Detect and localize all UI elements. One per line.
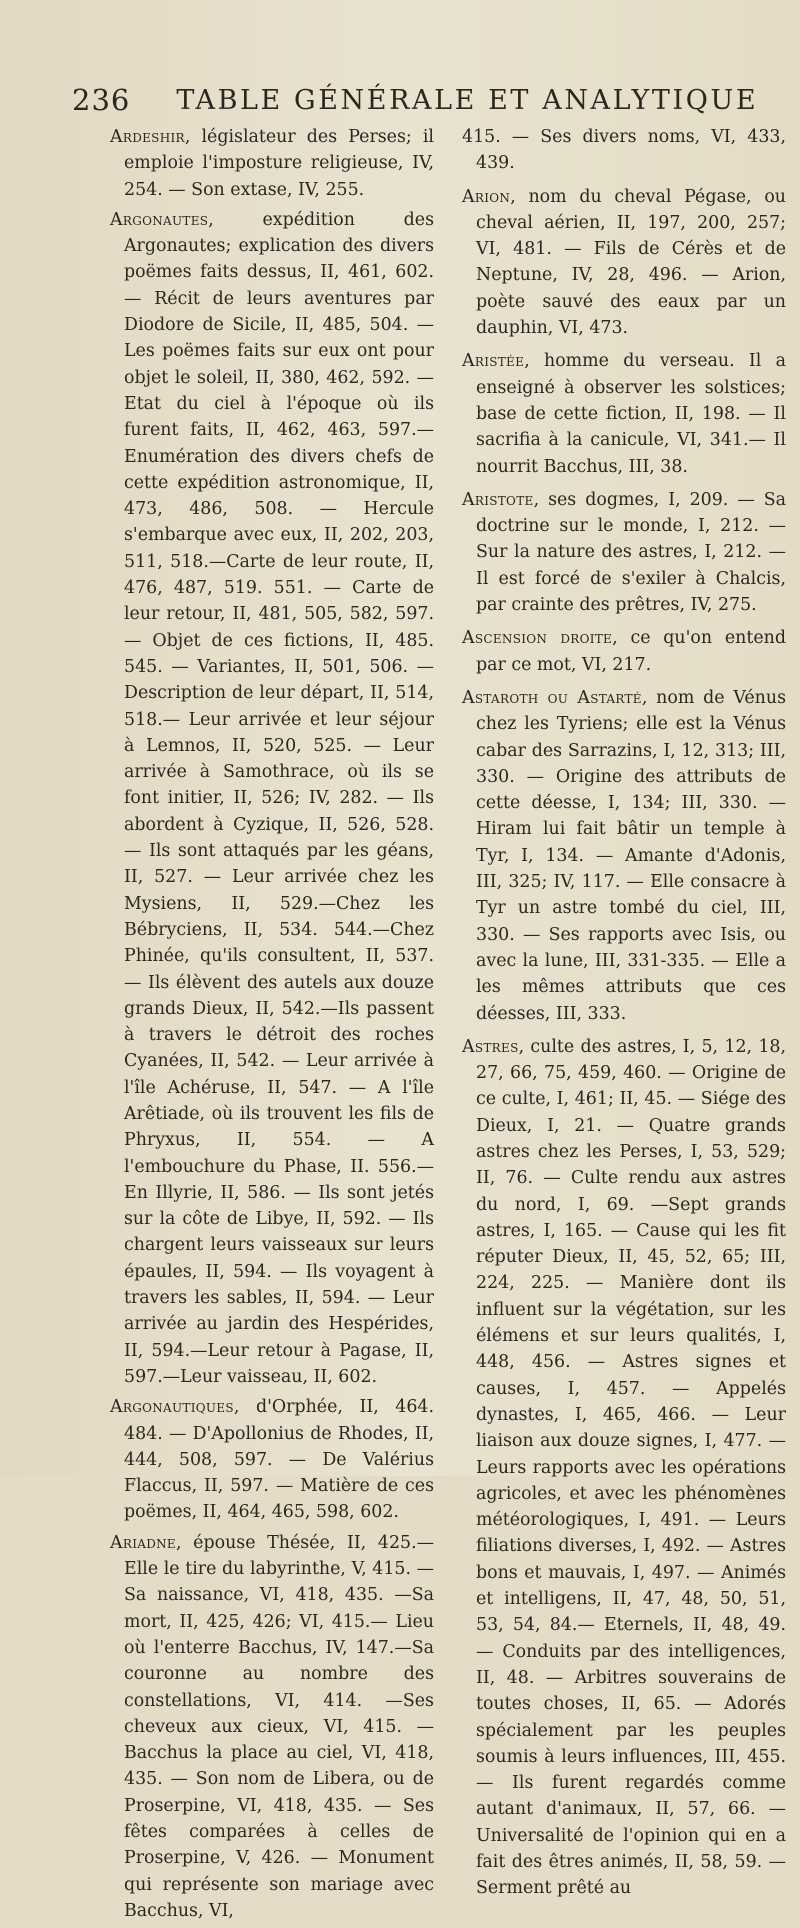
entry-text: , ses dogmes, I, 209. — Sa doctrine sur le monde, I, 212. — Sur la nature des astres, I, 212. — Il est forcé de s'exiler à Chalcis, par crainte des prêtres, IV, 275.	[476, 489, 786, 616]
index-entry	[462, 348, 786, 479]
right-column	[462, 124, 786, 1928]
entry-headword: Ascension droite	[462, 628, 613, 649]
entry-text: , expédition des Argonautes; explication des divers poëmes faits dessus, II, 461, 602. — Récit de leurs aventures par Diodore de Sicile, II, 485, 504. — Les poëmes faits sur eux ont pour objet le soleil, II, 380, 462, 592. — Etat du ciel à l'époque où ils furent faits, II, 462, 463, 597.—Enumération des divers chefs de cette expédition astronomique, II, 473, 486, 508. — Hercule s'embarque avec eux, II, 202, 203, 511, 518.—Carte de leur route, II, 476, 487, 519. 551. — Carte de leur retour, II, 481, 505, 582, 597. — Objet de ces fictions, II, 485. 545. — Variantes, II, 501, 506. — Description de leur départ, II, 514, 518.— Leur arrivée et leur séjour à Lemnos, II, 520, 525. — Leur arrivée à Samothrace, où ils se font initier, II, 526; IV, 282. — Ils abordent à Cyzique, II, 526, 528. — Ils sont attaqués par les géans, II, 527. — Leur arrivée chez les Mysiens, II, 529.—Chez les Bébryciens, II, 534. 544.—Chez Phinée, qu'ils consultent, II, 537. — Ils élèvent des autels aux douze grands Dieux, II, 542.—Ils passent à travers le détroit des roches Cyanées, II, 542. — Leur arrivée à l'île Achéruse, II, 547. — A l'île Arêtiade, où ils trouvent les fils de Phryxus, II, 554. — A l'embouchure du Phase, II. 556.—En Illyrie, II, 586. — Ils sont jetés sur la côte de Libye, II, 592. — Ils chargent leurs vaisseaux sur leurs épaules, II, 594. — Ils voyagent à travers les sables, II, 594. — Leur arrivée au jardin des Hespérides, II, 594.—Leur retour à Pagase, II, 597.—Leur vaisseau, II, 602.	[124, 209, 434, 1387]
page-number: 236	[72, 83, 131, 117]
entry-text: , homme du verseau. Il a enseigné à observer les solstices; base de cette fiction, II, 198. — Il sacrifia à la canicule, VI, 341.— Il nourrit Bacchus, III, 38.	[476, 351, 786, 477]
index-entry	[462, 1034, 786, 1902]
left-column	[110, 124, 434, 1928]
index-entry-continuation	[462, 124, 786, 177]
entry-text: , ce qu'on entend par ce mot, VI, 217.	[476, 628, 786, 675]
entry-headword: Arion	[462, 186, 511, 207]
entry-text: , législateur des Perses; il emploie l'imposture religieuse, IV, 254. — Son extase, IV, 255.	[124, 127, 434, 200]
index-columns	[110, 124, 786, 1928]
entry-headword: Ariadne	[110, 1532, 176, 1553]
entry-text: , épouse Thésée, II, 425.—Elle le tire du labyrinthe, V, 415. —Sa naissance, VI, 418, 435. —Sa mort, II, 425, 426; VI, 415.— Lieu où l'enterre Bacchus, IV, 147.—Sa couronne au nombre des constellations, VI, 414. —Ses cheveux aux cieux, VI, 415. — Bacchus la place au ciel, VI, 418, 435. — Son nom de Libera, ou de Proserpine, VI, 418, 435. — Ses fêtes comparées à celles de Proserpine, V, 426. — Monument qui représente son mariage avec Bacchus, VI,	[124, 1532, 434, 1921]
entry-headword: Astaroth ou Astarté	[462, 687, 642, 708]
entry-headword: Aristote	[462, 489, 534, 510]
entry-text: , nom du cheval Pégase, ou cheval aérien, II, 197, 200, 257; VI, 481. — Fils de Cérès et de Neptune, IV, 28, 496. — Arion, poète sauvé des eaux par un dauphin, VI, 473.	[476, 186, 786, 339]
entry-headword: Ardeshir	[110, 127, 185, 147]
index-entry	[462, 625, 786, 678]
entry-headword: Argonautiques	[110, 1397, 234, 1418]
entry-headword: Argonautes	[110, 209, 209, 230]
entry-text: , d'Orphée, II, 464. 484. — D'Apollonius de Rhodes, II, 444, 508, 597. — De Valérius Flaccus, II, 597. — Matière de ces poëmes, II, 464, 465, 598, 602.	[124, 1397, 434, 1523]
index-entry	[462, 685, 786, 1027]
index-entry	[110, 207, 434, 1390]
entry-headword: Astres	[462, 1036, 519, 1057]
running-title: TABLE GÉNÉRALE ET ANALYTIQUE	[176, 84, 759, 116]
entry-text: 415. — Ses divers noms, VI, 433, 439.	[462, 127, 786, 174]
entry-headword: Aristée	[462, 351, 525, 372]
index-entry	[110, 1530, 434, 1924]
entry-text: , nom de Vénus chez les Tyriens; elle est la Vénus cabar des Sarrazins, I, 12, 313; III, 330. — Origine des attributs de cette déesse, I, 134; III, 330. — Hiram lui fait bâtir un temple à Tyr, I, 134. — Amante d'Adonis, III, 325; IV, 117. — Elle consacre à Tyr un astre tombé du ciel, III, 330. — Ses rapports avec Isis, ou avec la lune, III, 331-335. — Elle a les mêmes attributs que ces déesses, III, 333.	[476, 687, 786, 1024]
entry-text: , culte des astres, I, 5, 12, 18, 27, 66, 75, 459, 460. — Origine de ce culte, I, 461; II, 45. — Siége des Dieux, I, 21. — Quatre grands astres chez les Perses, I, 53, 529; II, 76. — Culte rendu aux astres du nord, I, 69. —Sept grands astres, I, 165. — Cause qui les fit réputer Dieux, II, 45, 52, 65; III, 224, 225. — Manière dont ils influent sur la végétation, sur les élémens et sur leurs qualités, I, 448, 456. — Astres signes et causes, I, 457. — Appelés dynastes, I, 465, 466. — Leur liaison aux douze signes, I, 477. — Leurs rapports avec les opérations agricoles, et avec les phénomènes météorologiques, I, 491. — Leurs filiations diverses, I, 492. — Astres bons et mauvais, I, 497. — Animés et intelligens, II, 47, 48, 50, 51, 53, 54, 84.— Eternels, II, 48, 49. — Conduits par des intelligences, II, 48. — Arbitres souverains de toutes choses, II, 65. — Adorés spécialement par les peuples soumis à leurs influences, III, 455.— Ils furent regardés comme autant d'animaux, II, 57, 66. — Universalité de l'opinion qui en a fait des êtres animés, II, 58, 59. — Serment prêté au	[476, 1036, 786, 1899]
index-entry	[462, 487, 786, 618]
index-entry	[110, 124, 434, 203]
index-entry	[110, 1394, 434, 1525]
index-entry	[462, 184, 786, 342]
page-header	[72, 80, 780, 120]
